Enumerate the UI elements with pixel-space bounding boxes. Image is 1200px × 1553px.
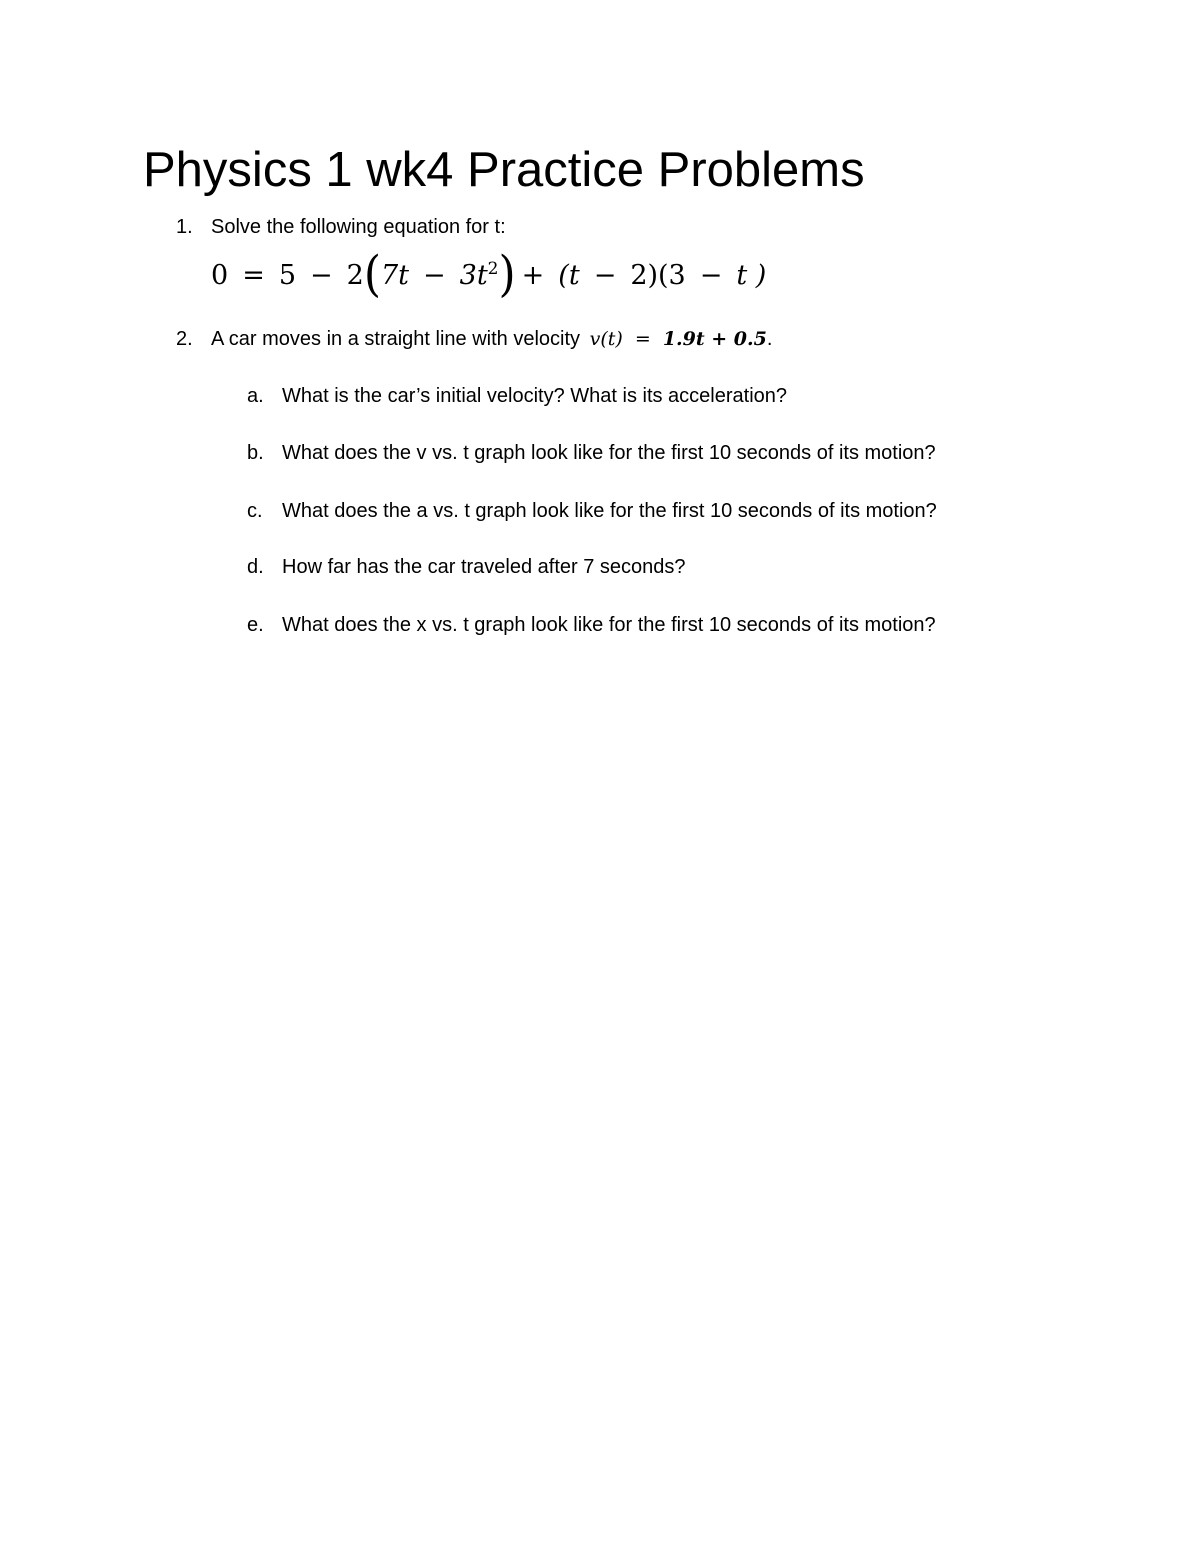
eq-minus: − [423,259,446,291]
eq-seven-t: 7t [380,259,410,291]
eq-equals: = [242,259,265,291]
eq-close-paren: ) [498,246,516,303]
problem-number: 1. [176,216,193,238]
part-letter: c. [247,500,263,522]
part-text: How far has the car traveled after 7 seconds? [282,556,686,578]
part-text: What does the a vs. t graph look like for the first 10 seconds of its motion? [282,500,937,522]
problem-number: 2. [176,328,193,350]
part-letter: b. [247,442,264,464]
eq-plus: + [521,259,545,291]
part-text: What is the car’s initial velocity? What is its acceleration? [282,385,788,407]
page-title: Physics 1 wk4 Practice Problems [143,143,865,197]
velocity-rhs: 1.9t + 0.5 [662,328,767,350]
eq-group-t: (t [558,259,580,291]
problem-text: Solve the following equation for t: [211,216,506,238]
eq-group-two-three: 2)(3 [630,259,686,291]
velocity-equals: = [634,328,651,350]
part-letter: a. [247,385,264,407]
problem-text [211,328,772,351]
velocity-equation [590,328,767,350]
part-text: What does the x vs. t graph look like for the first 10 seconds of its motion? [282,614,936,636]
eq-two: 2 [346,259,364,291]
part-text: What does the v vs. t graph look like for the first 10 seconds of its motion? [282,442,936,464]
eq-minus: − [310,259,333,291]
eq-three-t: 3t [459,259,488,291]
velocity-lhs: v(t) [589,328,623,350]
eq-minus: − [593,259,617,291]
equation [211,246,767,303]
problem-text-prefix: A car moves in a straight line with velocity [211,328,581,350]
eq-minus: − [699,259,723,291]
part-letter: d. [247,556,264,578]
eq-group-t-end: t ) [736,259,767,291]
eq-open-paren: ( [363,246,381,303]
problem-text-suffix: . [766,328,773,350]
part-letter: e. [247,614,264,636]
eq-lhs: 0 [211,259,229,291]
eq-exponent: 2 [487,259,499,279]
eq-five: 5 [278,259,296,291]
